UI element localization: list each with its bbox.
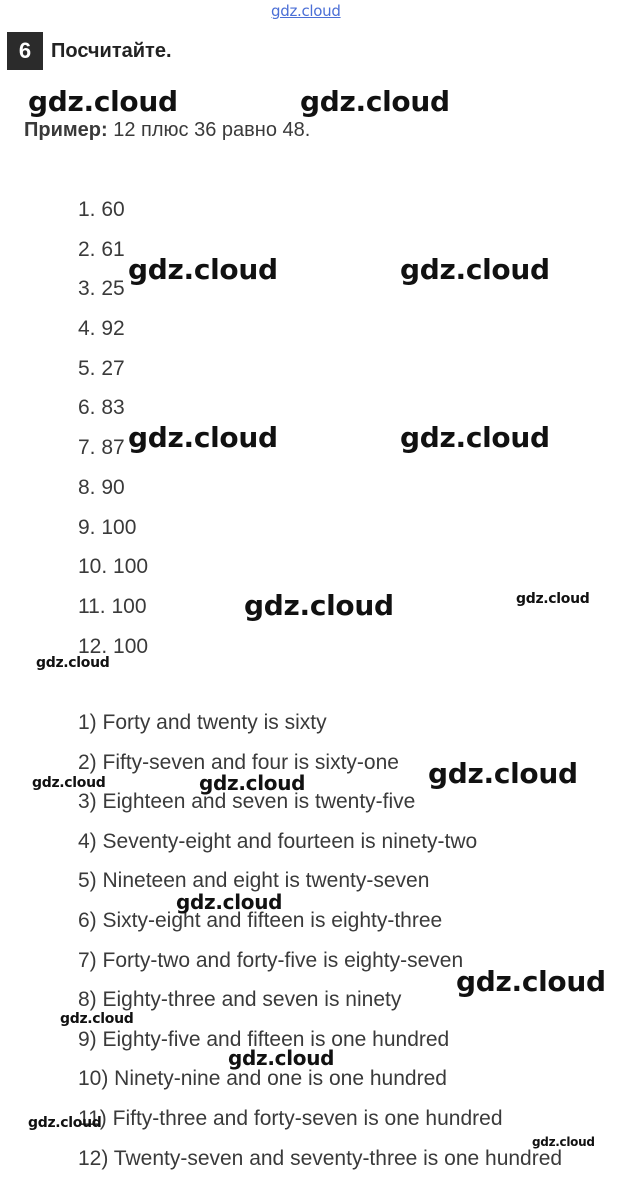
example-text: 12 плюс 36 равно 48. [107, 119, 311, 141]
watermark: gdz.cloud [244, 589, 394, 622]
sentence-item: 3) Eighteen and seven is twenty-five [78, 790, 416, 814]
answer-item: 12. 100 [78, 634, 149, 658]
example-line [24, 119, 310, 142]
answer-item: 4. 92 [78, 317, 125, 341]
sentence-item: 1) Forty and twenty is sixty [78, 711, 327, 734]
watermark: gdz.cloud [128, 253, 278, 286]
watermark: gdz.cloud [400, 253, 550, 286]
watermark: gdz.cloud [32, 775, 106, 791]
sentence-item: 7) Forty-two and forty-five is eighty-seven [78, 948, 464, 972]
answer-item: 5. 27 [78, 356, 125, 380]
watermark: gdz.cloud [128, 421, 278, 454]
sentence-item: 10) Ninety-nine and one is one hundred [78, 1067, 447, 1091]
watermark-link[interactable]: gdz.cloud [271, 2, 341, 20]
watermark: gdz.cloud [60, 1011, 134, 1027]
sentence-item: 9) Eighty-five and fifteen is one hundred [78, 1027, 450, 1051]
answer-item: 7. 87 [78, 436, 125, 460]
watermark: gdz.cloud [516, 591, 590, 607]
sentence-item: 4) Seventy-eight and fourteen is ninety-two [78, 829, 478, 853]
watermark: gdz.cloud [28, 85, 178, 118]
answer-item: 6. 83 [78, 396, 125, 420]
sentence-item: 12) Twenty-seven and seventy-three is one hundred [78, 1146, 563, 1170]
answer-item: 3. 25 [78, 277, 125, 301]
sentence-item: 5) Nineteen and eight is twenty-seven [78, 869, 430, 893]
answer-item: 10. 100 [78, 555, 149, 579]
watermark: gdz.cloud [532, 1135, 595, 1149]
watermark: gdz.cloud [36, 655, 110, 671]
answer-item: 1. 60 [78, 198, 125, 221]
sentence-item: 6) Sixty-eight and fifteen is eighty-three [78, 908, 443, 932]
watermark: gdz.cloud [456, 965, 606, 998]
answer-item: 2. 61 [78, 237, 125, 261]
answer-item: 9. 100 [78, 515, 137, 539]
watermark: gdz.cloud [428, 757, 578, 790]
sentence-item: 8) Eighty-three and seven is ninety [78, 988, 402, 1012]
watermark: gdz.cloud [228, 1046, 335, 1070]
exercise-number: 6 [7, 32, 43, 70]
watermark: gdz.cloud [176, 890, 283, 914]
example-label: Пример: [24, 119, 108, 141]
watermark: gdz.cloud [300, 85, 450, 118]
watermark: gdz.cloud [400, 421, 550, 454]
answer-item: 11. 100 [78, 594, 147, 618]
answer-item: 8. 90 [78, 475, 125, 499]
exercise-title: Посчитайте. [51, 40, 172, 62]
sentence-item: 11) Fifty-three and forty-seven is one hundred [78, 1106, 503, 1130]
watermark: gdz.cloud [28, 1115, 102, 1131]
watermark: gdz.cloud [199, 771, 306, 795]
sentence-item: 2) Fifty-seven and four is sixty-one [78, 750, 399, 774]
